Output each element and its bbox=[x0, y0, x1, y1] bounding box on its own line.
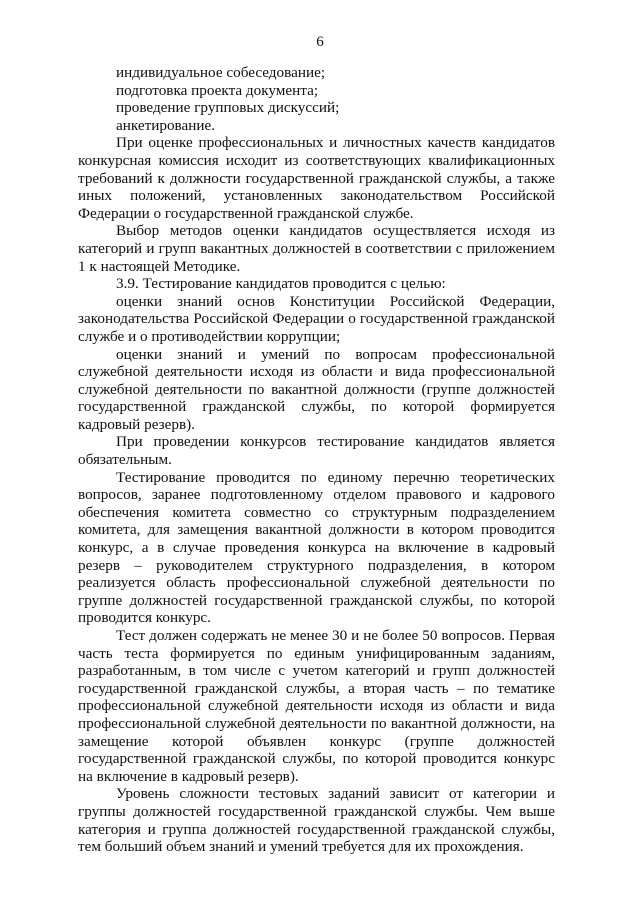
paragraph-qualities-assessment: При оценке профессиональных и личностных качеств кандидатов конкурсная комиссия исходит из соответствующих квалификационных требований к должности государственной гражданской службы, а также иных положений, установленных законодательством Российской Федерации о государственной гражданской службе. bbox=[78, 134, 555, 222]
paragraph-testing-mandatory: При проведении конкурсов тестирование кандидатов является обязательным. bbox=[78, 433, 555, 469]
paragraph-section-3-9: 3.9. Тестирование кандидатов проводится с целью: bbox=[116, 275, 446, 293]
paragraph-professional-knowledge: оценки знаний и умений по вопросам профессиональной служебной деятельности исходя из области и вида профессиональной служебной деятельности по вакантной должности (группе должностей государственной гражданской службы, по которой формируется кадровый резерв). bbox=[78, 345, 555, 433]
paragraph-test-content: Тест должен содержать не менее 30 и не более 50 вопросов. Первая часть теста формируется по единым унифицированным заданиям, разработанным, в том числе с учетом категорий и групп должностей государственной гражданской службы, а вторая часть – по тематике профессиональной служебной деятельности исходя из области и вида профессиональной служебной деятельности по вакантной должности, на замещение которой объявлен конкурс (группе должностей государственной гражданской службы, по которой проводится конкурс на включение в кадровый резерв). bbox=[78, 627, 555, 785]
list-item-group-discussions: проведение групповых дискуссий; bbox=[116, 99, 340, 117]
page-number: 6 bbox=[316, 34, 324, 50]
list-item-interview: индивидуальное собеседование; bbox=[116, 64, 326, 81]
paragraph-method-selection: Выбор методов оценки кандидатов осуществляется исходя из категорий и групп вакантных должностей в соответствии с приложением 1 к настоящей Методике. bbox=[78, 222, 555, 275]
list-item-questionnaire: анкетирование. bbox=[116, 116, 216, 134]
document-body bbox=[78, 64, 555, 856]
paragraph-difficulty-level: Уровень сложности тестовых заданий зависит от категории и группы должностей государственной гражданской службы. Чем выше категория и группа должностей государственной гражданской службы, тем больший объем знаний и умений требуется для их прохождения. bbox=[78, 785, 555, 856]
paragraph-testing-procedure: Тестирование проводится по единому перечню теоретических вопросов, заранее подготовленному отделом правового и кадрового обеспечения комитета совместно со структурным подразделением комитета, для замещения вакантной должности в котором проводится конкурс, а в случае проведения конкурса на включение в кадровый резерв – руководителем структурного подразделения, в котором реализуется область профессиональной служебной деятельности по группе должностей государственной гражданской службы, по которой проводится конкурс. bbox=[78, 468, 555, 627]
paragraph-constitution-knowledge: оценки знаний основ Конституции Российской Федерации, законодательства Российской Федерации о государственной гражданской службе и о противодействии коррупции; bbox=[78, 292, 555, 345]
list-item-document-draft: подготовка проекта документа; bbox=[116, 81, 319, 99]
